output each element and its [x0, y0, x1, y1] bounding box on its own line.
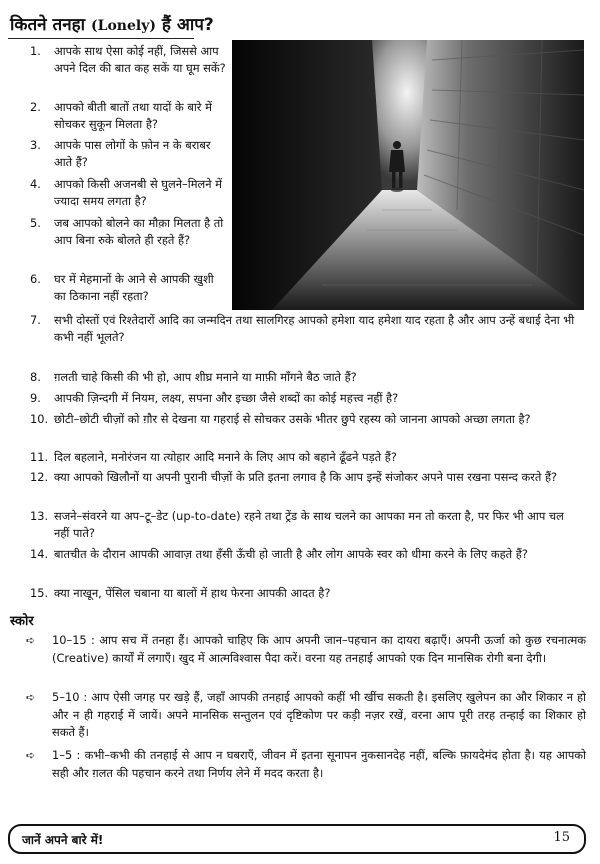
question-text: छोटी–छोटी चीज़ों को ग़ौर से देखना या गहराई से सोचकर उसके भीतर छुपे रहस्य को जानना आपको अच्छा लगता है?: [54, 412, 531, 426]
question-number: 4.: [30, 177, 41, 191]
page-title: [10, 12, 214, 35]
question-text: ग़लती चाहे किसी की भी हो, आप शीघ्र मनाने या माफ़ी माँगने बैठ जाते हैं?: [54, 370, 357, 384]
question-text: आपकी ज़िन्दगी में नियम, लक्ष्य, सपना और इच्छा जैसे शब्दों का कोई महत्त्व नहीं है?: [54, 391, 399, 405]
question-item: [30, 449, 578, 466]
page-footer: [8, 824, 586, 854]
question-item: [30, 99, 228, 133]
question-number: 13.: [30, 509, 49, 523]
question-text: आपके साथ ऐसा कोई नहीं, जिससे आप अपने दिल की बात कह सकें या घूम सकें?: [54, 44, 226, 75]
question-number: 2.: [30, 100, 41, 114]
question-text: आपको बीती बातों तथा यादों के बारे में सोचकर सुकून मिलता है?: [54, 100, 212, 131]
question-number: 7.: [30, 313, 41, 327]
question-text: दिल बहलाने, मनोरंजन या त्योहार आदि मनाने के लिए आप को बहाने ढूँढने पड़ते हैं?: [54, 450, 397, 464]
title-hindi-part-1: कितने तनहा: [10, 15, 86, 35]
arrow-icon: ➪: [26, 749, 36, 762]
question-item: [30, 508, 578, 542]
question-number: 8.: [30, 370, 41, 384]
page-number: 15: [553, 830, 570, 845]
title-english-word: (Lonely): [90, 18, 156, 34]
question-text: आपके पास लोगों के फ़ोन न के बराबर आते हैं?: [54, 138, 211, 169]
score-text: 10–15 : आप सच में तनहा हैं। आपको चाहिए कि आप अपनी जान–पहचान का दायरा बढ़ाएँ। अपनी ऊर्जा को कुछ रचनात्मक (Creative) कार्यों में लगाएँ। खुद में आत्मविश्वास पैदा करें। वरना यह तनहाई आपको एक दिन मानसिक रोगी बना देगी।: [52, 633, 586, 665]
question-item: [30, 43, 228, 77]
question-number: 14.: [30, 547, 49, 561]
question-number: 10.: [30, 412, 49, 426]
question-item: [30, 312, 578, 346]
lonely-alley-photo: [232, 40, 584, 310]
question-text: क्या आपको खिलौनों या अपनी पुरानी चीज़ों के प्रति इतना लगाव है कि आप इन्हें संजोकर अपने पास रखना पसन्द करते हैं?: [54, 470, 558, 484]
question-number: 9.: [30, 391, 41, 405]
question-text: आपको किसी अजनबी से घुलने–मिलने में ज्यादा समय लगता है?: [54, 177, 222, 208]
score-item: [26, 747, 586, 782]
question-text: सभी दोस्तों एवं रिश्तेदारों आदि का जन्मदिन तथा सालगिरह आपको हमेशा याद हमेशा याद रहता है और आप उन्हें बधाई देना भी कभी नहीं भूलते?: [54, 313, 575, 344]
footer-label: जानें अपने बारे में!: [22, 833, 104, 847]
question-item: [30, 215, 228, 249]
question-item: [30, 546, 578, 563]
question-number: 5.: [30, 216, 41, 230]
title-underline: [8, 38, 194, 39]
question-number: 3.: [30, 138, 41, 152]
question-number: 1.: [30, 44, 41, 58]
score-text: 5–10 : आप ऐसी जगह पर खड़े हैं, जहाँ आपकी तनहाई आपको कहीं भी खींच सकती है। इसलिए खुलेपन का और शिकार न हो और न ही गहराई में जायें। अपने मानसिक सन्तुलन एवं दृष्टिकोण पर कड़ी नज़र रखें, वरना आप पूरी तरह तन्हाई का शिकार हो सकते हैं।: [52, 690, 586, 739]
question-item: [30, 369, 578, 386]
question-item: [30, 469, 578, 486]
question-item: [30, 390, 578, 407]
question-number: 12.: [30, 470, 49, 484]
question-item: [30, 176, 228, 210]
question-item: [30, 137, 228, 171]
question-item: [30, 271, 228, 305]
question-item: [30, 411, 578, 428]
score-text: 1–5 : कभी–कभी की तनहाई से आप न घबराएँ, जीवन में इतना सूनापन नुकसानदेह नहीं, बल्कि फ़ायदेमंद होता है। यह आपको सही और ग़लत की पहचान करने तथा निर्णय लेने में मदद करता है।: [52, 748, 586, 780]
question-number: 15.: [30, 586, 49, 600]
question-number: 6.: [30, 272, 41, 286]
question-text: बातचीत के दौरान आपकी आवाज़ तथा हँसी ऊँची हो जाती है और लोग आपके स्वर को धीमा करने के लिए कहते हैं?: [54, 547, 528, 561]
question-text: घर में मेहमानों के आने से आपकी खुशी का ठिकाना नहीं रहता?: [54, 272, 214, 303]
arrow-icon: ➪: [26, 634, 36, 647]
question-text: सजने–संवरने या अप–टू–डेट (up-to-date) रहने तथा ट्रेंड के साथ चलने का आपका मन तो करता है, पर फिर भी आप चल नहीं पाते?: [54, 509, 564, 540]
question-number: 11.: [30, 450, 49, 464]
arrow-icon: ➪: [26, 691, 36, 704]
question-text: क्या नाखून, पेंसिल चबाना या बालों में हाथ फेरना आपकी आदत है?: [54, 586, 331, 600]
score-item: [26, 689, 586, 742]
score-item: [26, 632, 586, 667]
question-item: [30, 585, 578, 602]
question-text: जब आपको बोलने का मौक़ा मिलता है तो आप बिना रुके बोलते ही रहते हैं?: [54, 216, 224, 247]
title-hindi-part-2: हैं आप?: [161, 15, 214, 35]
score-heading: स्कोर: [10, 614, 34, 629]
